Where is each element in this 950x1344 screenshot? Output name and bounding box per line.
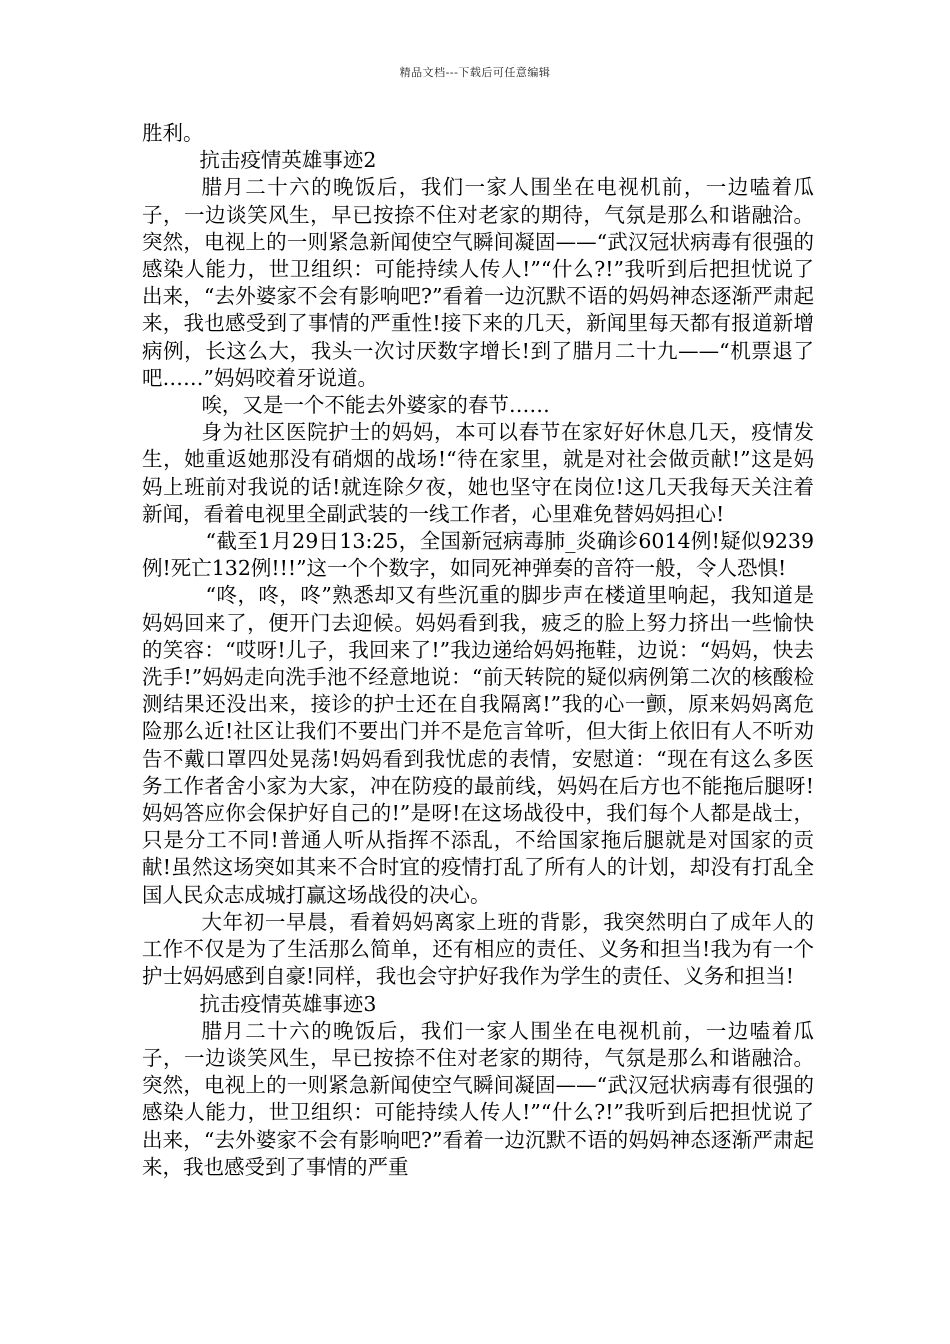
document-body xyxy=(142,120,814,1181)
section-heading-3: 抗击疫情英雄事迹3 xyxy=(199,991,377,1016)
section-heading-2: 抗击疫情英雄事迹2 xyxy=(199,148,377,173)
paragraph: 大年初一早晨，看着妈妈离家上班的背影，我突然明白了成年人的工作不仅是为了生活那么简单，还有相应的责任、义务和担当!我为有一个护士妈妈感到自豪!同样，我也会守护好我作为学生的责任、义务和担当! xyxy=(142,909,814,989)
paragraph: 唉，又是一个不能去外婆家的春节…… xyxy=(201,393,550,418)
paragraph: 腊月二十六的晚饭后，我们一家人围坐在电视机前，一边嗑着瓜子，一边谈笑风生，早已按捺不住对老家的期待，气氛是那么和谐融洽。突然，电视上的一则紧急新闻使空气瞬间凝固——“武汉冠状病毒有很强的感染人能力，世卫组织：可能持续人传人!”“什么?!”我听到后把担忧说了出来，“去外婆家不会有影响吧?”看着一边沉默不语的妈妈神态逐渐严肃起来，我也感受到了事情的严重性!接下来的几天，新闻里每天都有报道新增病例，长这么大，我头一次讨厌数字增长!到了腊月二十九——“机票退了吧……”妈妈咬着牙说道。 xyxy=(142,175,814,390)
paragraph: 腊月二十六的晚饭后，我们一家人围坐在电视机前，一边嗑着瓜子，一边谈笑风生，早已按捺不住对老家的期待，气氛是那么和谐融洽。突然，电视上的一则紧急新闻使空气瞬间凝固——“武汉冠状病毒有很强的感染人能力，世卫组织：可能持续人传人!”“什么?!”我听到后把担忧说了出来，“去外婆家不会有影响吧?”看着一边沉默不语的妈妈神态逐渐严肃起来，我也感受到了事情的严重 xyxy=(142,1018,814,1179)
paragraph: “截至1月29日13:25，全国新冠病毒肺_炎确诊6014例!疑似9239例!死亡132例!!!”这一个个数字，如同死神弹奏的音符一般，令人恐惧! xyxy=(142,529,814,581)
paragraph-continuation: 胜利。 xyxy=(142,121,204,145)
paragraph: 身为社区医院护士的妈妈，本可以春节在家好好休息几天，疫情发生，她重返她那没有硝烟的战场!“待在家里，就是对社会做贡献!”这是妈妈上班前对我说的话!就连除夕夜，她也坚守在岗位!这几天我每天关注着新闻，看着电视里全副武装的一线工作者，心里难免替妈妈担心! xyxy=(142,420,814,526)
paragraph: “咚，咚，咚”熟悉却又有些沉重的脚步声在楼道里响起，我知道是妈妈回来了，便开门去迎候。妈妈看到我，疲乏的脸上努力挤出一些愉快的笑容：“哎呀!儿子，我回来了!”我边递给妈妈拖鞋，边说：“妈妈，快去洗手!”妈妈走向洗手池不经意地说：“前天转院的疑似病例第二次的核酸检测结果还没出来，接诊的护士还在自我隔离!”我的心一颤，原来妈妈离危险那么近!社区让我们不要出门并不是危言耸听，但大街上依旧有人不听劝告不戴口罩四处晃荡!妈妈看到我忧虑的表情，安慰道：“现在有这么多医务工作者舍小家为大家，冲在防疫的最前线，妈妈在后方也不能拖后腿呀!妈妈答应你会保护好自己的!”是呀!在这场战役中，我们每个人都是战士，只是分工不同!普通人听从指挥不添乱，不给国家拖后腿就是对国家的贡献!虽然这场突如其来不合时宜的疫情打乱了所有人的计划，却没有打乱全国人民众志成城打赢这场战役的决心。 xyxy=(142,583,814,907)
page-header: 精品文档---下载后可任意编辑 xyxy=(399,66,551,79)
